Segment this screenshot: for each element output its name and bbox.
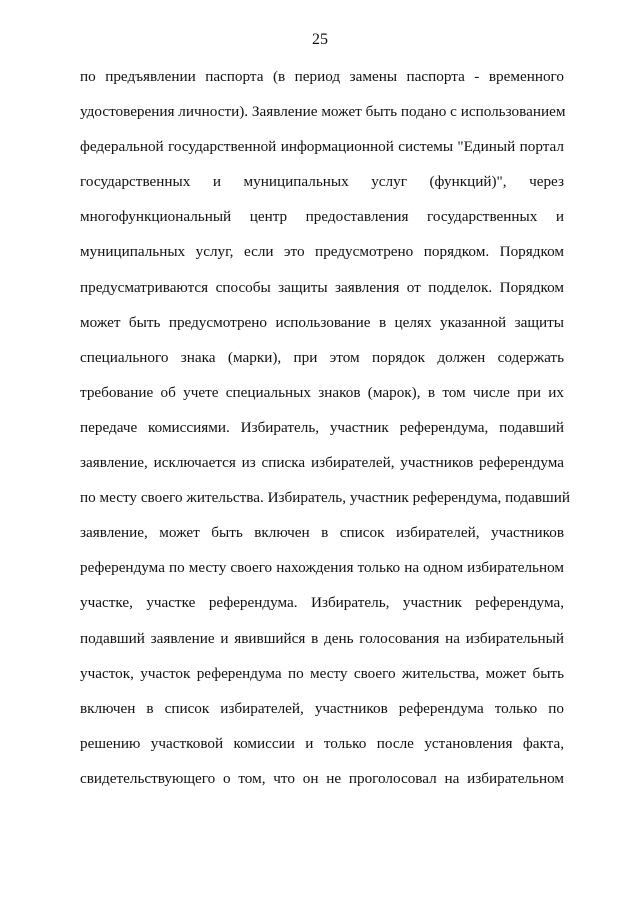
text-line: участок, участок референдума по месту своего жительства, может быть: [80, 664, 564, 682]
text-line: предусматриваются способы защиты заявления от подделок. Порядком: [80, 278, 564, 296]
text-line: многофункциональный центр предоставления государственных и: [80, 208, 564, 226]
text-line: заявление, исключается из списка избирателей, участников референдума: [80, 454, 564, 472]
text-line: передаче комиссиями. Избиратель, участник референдума, подавший: [80, 418, 564, 436]
text-line: участке, участке референдума. Избиратель, участник референдума,: [80, 594, 564, 612]
text-line: удостоверения личности). Заявление может быть подано с использованием: [80, 103, 566, 121]
text-line: подавший заявление и явившийся в день голосования на избирательный: [80, 629, 564, 647]
text-line: заявление, может быть включен в список избирателей, участников: [80, 524, 564, 542]
text-line: включен в список избирателей, участников референдума только по: [80, 699, 564, 717]
text-line: по месту своего жительства. Избиратель, участник референдума, подавший: [80, 489, 570, 507]
text-line: федеральной государственной информационной системы "Единый портал: [80, 138, 564, 156]
text-line: муниципальных услуг, если это предусмотрено порядком. Порядком: [80, 243, 564, 261]
page-number: 25: [312, 31, 328, 48]
text-line: решению участковой комиссии и только после установления факта,: [80, 734, 564, 752]
text-line: референдума по месту своего нахождения только на одном избирательном: [80, 559, 564, 577]
text-line: может быть предусмотрено использование в целях указанной защиты: [80, 313, 564, 331]
text-line: специального знака (марки), при этом порядок должен содержать: [80, 348, 564, 366]
text-line: по предъявлении паспорта (в период замены паспорта - временного: [80, 68, 564, 85]
body-text: [80, 66, 570, 803]
text-line: свидетельствующего о том, что он не проголосовал на избирательном: [80, 769, 564, 787]
text-line: требование об учете специальных знаков (марок), в том числе при их: [80, 383, 564, 401]
text-line: государственных и муниципальных услуг (функций)", через: [80, 173, 564, 191]
